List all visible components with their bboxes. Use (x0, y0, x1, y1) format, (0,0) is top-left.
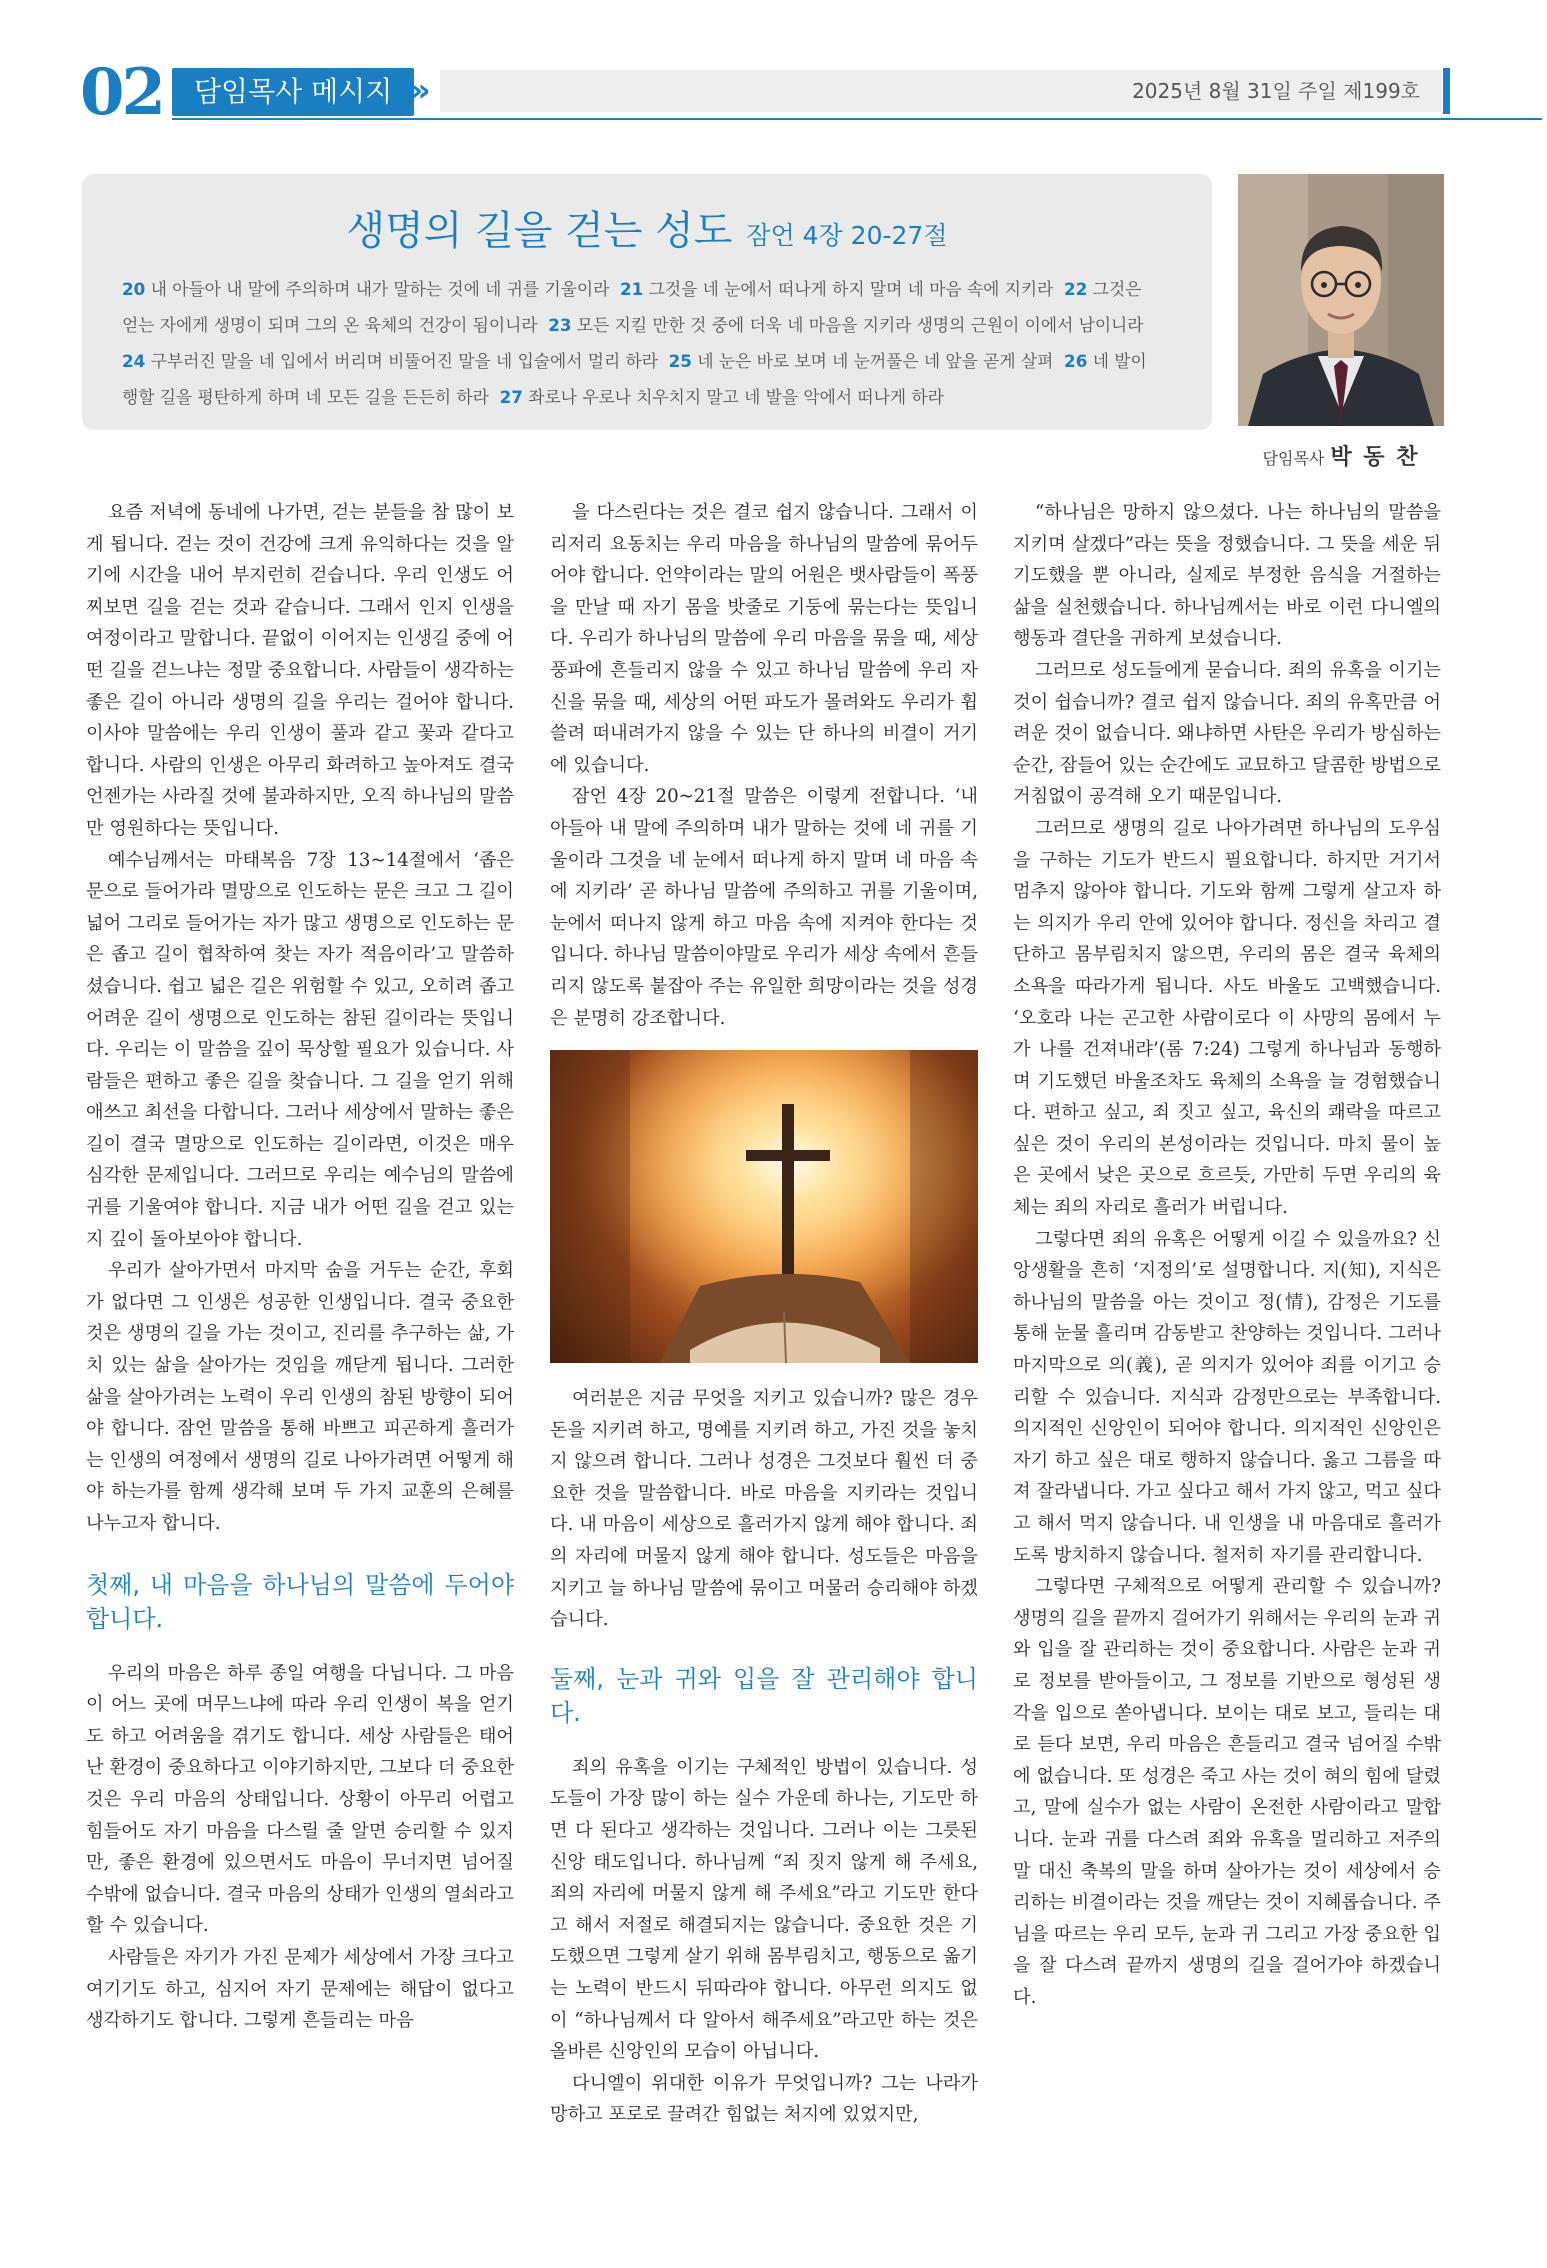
header-end-bar (1443, 68, 1450, 114)
verse-number: 21 (620, 279, 644, 299)
paragraph: 예수님께서는 마태복음 7장 13~14절에서 ‘좁은 문으로 들어가라 멸망으로 인도하는 문은 크고 그 길이 넓어 그리로 들어가는 자가 많고 생명으로 인도하는 문은 좁고 길이 협착하여 찾는 자가 적음이라’고 말씀하셨습니다. 쉽고 넓은 길은 위험할 수 있고, 오히려 좁고 어려운 길이 생명으로 인도하는 참된 길이라는 뜻입니다. 우리는 이 말씀을 깊이 묵상할 필요가 있습니다. 사람들은 편하고 좋은 길을 찾습니다. 그 길을 얻기 위해 애쓰고 최선을 다합니다. 그러나 세상에서 말하는 좋은 길이 결국 멸망으로 인도하는 길이라면, 이것은 매우 심각한 문제입니다. 그러므로 우리는 예수님의 말씀에 귀를 기울여야 합니다. 지금 내가 어떤 길을 걷고 있는지 깊이 돌아보아야 합니다. (86, 849, 514, 1250)
paragraph: 다니엘이 위대한 이유가 무엇입니까? 그는 나라가 망하고 포로로 끌려간 힘없는 처지에 있었지만, (550, 2072, 978, 2126)
paragraph: “하나님은 망하지 않으셨다. 나는 하나님의 말씀을 지키며 살겠다”라는 뜻을 정했습니다. 그 뜻을 세운 뒤 기도했을 뿐 아니라, 실제로 부정한 음식을 거절하는 삶을 실천했습니다. 하나님께서는 바로 이런 다니엘의 행동과 결단을 귀하게 보셨습니다. (1013, 502, 1441, 650)
verse-line (122, 307, 1182, 343)
article-column-2 (550, 497, 978, 2131)
paragraph: 을 다스린다는 것은 결코 쉽지 않습니다. 그래서 이리저리 요동치는 우리 마음을 하나님의 말씀에 묶어두어야 합니다. 언약이라는 말의 어원은 뱃사람들이 폭풍을 만날 때 자기 몸을 밧줄로 기둥에 묶는다는 뜻입니다. 우리가 하나님의 말씀에 우리 마음을 묶을 때, 세상 풍파에 흔들리지 않을 수 있고 하나님 말씀에 우리 자신을 묶을 때, 세상의 어떤 파도가 몰려와도 우리가 휩쓸려 떠내려가지 않을 수 있는 단 하나의 비결이 거기에 있습니다. (550, 502, 978, 776)
sermon-heading (82, 206, 1212, 264)
sermon-title: 생명의 길을 걷는 성도 (346, 208, 733, 254)
scripture-text (122, 271, 1182, 415)
pastor-portrait-illustration (1238, 174, 1444, 426)
article-column-1 (86, 497, 514, 2037)
verse-text: 모든 지킬 만한 것 중에 더욱 네 마음을 지키라 생명의 근원이 이에서 남이니라 (576, 315, 1144, 335)
paragraph: 우리가 살아가면서 마지막 숨을 거두는 순간, 후회가 없다면 그 인생은 성공한 인생입니다. 결국 중요한 것은 생명의 길을 가는 것이고, 진리를 추구하는 삶, 가치 있는 삶을 살아가는 것임을 깨닫게 됩니다. 그러한 삶을 살아가려는 노력이 우리 인생의 참된 방향이 되어야 합니다. 잠언 말씀을 통해 바쁘고 피곤하게 흘러가는 인생의 여정에서 생명의 길로 나아가려면 어떻게 해야 하는가를 함께 생각해 보며 두 가지 교훈의 은혜를 나누고자 합니다. (86, 1260, 514, 1534)
issue-date: 2025년 8월 31일 주일 제199호 (1132, 79, 1420, 103)
verse-number: 23 (548, 315, 572, 335)
paragraph: 사람들은 자기가 가진 문제가 세상에서 가장 크다고 여기기도 하고, 심지어 자기 문제에는 해답이 없다고 생각하기도 합니다. 그렇게 흔들리는 마음 (86, 1946, 514, 2032)
verse-text: 그것을 네 눈에서 떠나게 하지 말며 네 마음 속에 지키라 (648, 279, 1054, 299)
verse-number: 27 (499, 387, 523, 407)
paragraph: 그러므로 생명의 길로 나아가려면 하나님의 도우심을 구하는 기도가 반드시 필요합니다. 하지만 거기서 멈추지 않아야 합니다. 기도와 함께 그렇게 살고자 하는 의지가 우리 안에 있어야 합니다. 정신을 차리고 결단하고 몸부림치지 않으면, 우리의 몸은 결국 육체의 소욕을 따라가게 됩니다. 사도 바울도 고백했습니다. ‘오호라 나는 곤고한 사람이로다 이 사망의 몸에서 누가 나를 건져내랴’(롬 7:24) 그렇게 하나님과 동행하며 기도했던 바울조차도 육체의 소욕을 늘 경험했습니다. 편하고 싶고, 죄 짓고 싶고, 육신의 쾌락을 따르고 싶은 것이 우리의 본성이라는 것입니다. 마치 물이 높은 곳에서 낮은 곳으로 흐르듯, 가만히 두면 우리의 육체는 죄의 자리로 흘러가 버립니다. (1013, 817, 1441, 1219)
article-column-3 (1013, 497, 1441, 2014)
verse-text: 구부러진 말을 네 입에서 버리며 비뚤어진 말을 네 입술에서 멀리 하라 (150, 351, 658, 371)
paragraph: 죄의 유혹을 이기는 구체적인 방법이 있습니다. 성도들이 가장 많이 하는 실수 가운데 하나는, 기도만 하면 다 된다고 생각하는 것입니다. 그러나 이는 그릇된 신앙 태도입니다. 하나님께 “죄 짓지 않게 해 주세요, 죄의 자리에 머물지 않게 해 주세요”라고 기도만 한다고 해서 저절로 해결되지는 않습니다. 중요한 것은 기도했으면 그렇게 살기 위해 몸부림치고, 행동으로 옮기는 노력이 반드시 뒤따라야 합니다. 아무런 의지도 없이 “하나님께서 다 알아서 해주세요”라고만 하는 것은 올바른 신앙인의 모습이 아닙니다. (550, 1756, 978, 2063)
page-number: 02 (80, 55, 164, 130)
header-rule (172, 118, 1542, 120)
cross-sunset-image (550, 1050, 978, 1363)
paragraph: 요즘 저녁에 동네에 나가면, 걷는 분들을 참 많이 보게 됩니다. 걷는 것이 건강에 크게 유익하다는 것을 알기에 시간을 내어 부지런히 걷습니다. 우리 인생도 어찌보면 길을 걷는 것과 같습니다. 그래서 인지 인생을 여정이라고 말합니다. 끝없이 이어지는 인생길 중에 어떤 길을 걷느냐는 정말 중요합니다. 사람들이 생각하는 좋은 길이 아니라 생명의 길을 우리는 걸어야 합니다. 이사야 말씀에는 우리 인생이 풀과 같고 꽃과 같다고 합니다. 사람의 인생은 아무리 화려하고 높아져도 결국 언젠가는 사라질 것에 불과하지만, 오직 하나님의 말씀만 영원하다는 뜻입니다. (86, 502, 514, 839)
section-heading-1: 첫째, 내 마음을 하나님의 말씀에 두어야 합니다. (86, 1570, 514, 1633)
verse-text: 내 아들아 내 말에 주의하며 내가 말하는 것에 네 귀를 기울이라 (150, 279, 610, 299)
pastor-caption (1238, 440, 1444, 471)
pastor-name: 박 동 찬 (1330, 445, 1420, 470)
verse-number: 20 (122, 279, 146, 299)
scripture-reference: 잠언 4장 20-27절 (746, 221, 948, 250)
verse-line (122, 271, 1182, 307)
page-header (80, 55, 1450, 130)
verse-text: 행할 길을 평탄하게 하며 네 모든 길을 든든히 하라 (122, 387, 489, 407)
verse-text: 네 발이 (1092, 351, 1147, 371)
verse-number: 22 (1064, 279, 1088, 299)
verse-number: 24 (122, 351, 146, 371)
verse-number: 25 (668, 351, 692, 371)
paragraph: 그렇다면 구체적으로 어떻게 관리할 수 있습니까? 생명의 길을 끝까지 걸어가기 위해서는 우리의 눈과 귀와 입을 잘 관리하는 것이 중요합니다. 사람은 눈과 귀로 정보를 받아들이고, 그 정보를 기반으로 형성된 생각을 입으로 쏟아냅니다. 보이는 대로 보고, 들리는 대로 듣다 보면, 우리 마음은 흔들리고 결국 넘어질 수밖에 없습니다. 또 성경은 죽고 사는 것이 혀의 힘에 달렸고, 말에 실수가 없는 사람이 온전한 사람이라고 말합니다. 눈과 귀를 다스려 죄와 유혹을 멀리하고 저주의 말 대신 축복의 말을 하며 살아가는 것이 세상에서 승리하는 비결이라는 것을 깨닫는 것이 지혜롭습니다. 주님을 따르는 우리 모두, 눈과 귀 그리고 가장 중요한 입을 잘 다스려 끝까지 생명의 길을 걸어가야 하겠습니다. (1013, 1576, 1441, 2008)
verse-text: 얻는 자에게 생명이 되며 그의 온 육체의 건강이 됨이니라 (122, 315, 538, 335)
verse-line (122, 343, 1182, 379)
paragraph: 그러므로 성도들에게 묻습니다. 죄의 유혹을 이기는 것이 쉽습니까? 결코 쉽지 않습니다. 죄의 유혹만큼 어려운 것이 없습니다. 왜냐하면 사탄은 우리가 방심하는 순간, 잠들어 있는 순간에도 교묘하고 달콤한 방법으로 거침없이 공격해 오기 때문입니다. (1013, 659, 1441, 808)
verse-text: 네 눈은 바로 보며 네 눈꺼풀은 네 앞을 곧게 살펴 (697, 351, 1054, 371)
paragraph: 그렇다면 죄의 유혹은 어떻게 이길 수 있을까요? 신앙생활을 흔히 ‘지정의’로 설명합니다. 지(知), 지식은 하나님의 말씀을 아는 것이고 정(情), 감정은 기도를 통해 눈물 흘리며 감동받고 찬양하는 것입니다. 그러나 마지막으로 의(義), 곧 의지가 있어야 죄를 이기고 승리할 수 있습니다. 지식과 감정만으로는 부족합니다. 의지적인 신앙인이 되어야 합니다. 의지적인 신앙인은 자기 하고 싶은 대로 행하지 않습니다. 옳고 그름을 따져 잘라냅니다. 가고 싶다고 해서 가지 않고, 먹고 싶다고 해서 먹지 않습니다. 내 인생을 내 마음대로 흘러가도록 방치하지 않습니다. 철저히 자기를 관리합니다. (1013, 1228, 1441, 1566)
paragraph: 잠언 4장 20~21절 말씀은 이렇게 전합니다. ‘내 아들아 내 말에 주의하며 내가 말하는 것에 네 귀를 기울이라 그것을 네 눈에서 떠나게 하지 말며 네 마음 속에 지키라’ 곧 하나님 말씀에 주의하고 귀를 기울이며, 눈에서 떠나지 않게 하고 마음 속에 지켜야 한다는 것입니다. 하나님 말씀이야말로 우리가 세상 속에서 흔들리지 않도록 붙잡아 주는 유일한 희망이라는 것을 성경은 분명히 강조합니다. (550, 786, 978, 1029)
paragraph: 우리의 마음은 하루 종일 여행을 다닙니다. 그 마음이 어느 곳에 머무느냐에 따라 우리 인생이 복을 얻기도 하고 어려움을 겪기도 합니다. 세상 사람들은 태어난 환경이 중요하다고 이야기하지만, 그보다 더 중요한 것은 우리 마음의 상태입니다. 상황이 아무리 어렵고 힘들어도 자기 마음을 다스릴 줄 알면 승리할 수 있지만, 좋은 환경에 있으면서도 마음이 무너지면 넘어질 수밖에 없습니다. 결국 마음의 상태가 인생의 열쇠라고 할 수 있습니다. (86, 1662, 514, 1937)
section-heading-2: 둘째, 눈과 귀와 입을 잘 관리해야 합니다. (550, 1664, 978, 1727)
verse-number: 26 (1064, 351, 1088, 371)
section-label: 담임목사 메시지 (172, 68, 414, 116)
double-chevron-right-icon: » (410, 71, 431, 109)
verse-line (122, 379, 1182, 415)
pastor-role: 담임목사 (1262, 449, 1325, 468)
verse-text: 좌로나 우로나 치우치지 말고 네 발을 악에서 떠나게 하라 (528, 387, 944, 407)
pastor-photo (1238, 174, 1444, 426)
verse-text: 그것은 (1092, 279, 1142, 299)
paragraph: 여러분은 지금 무엇을 지키고 있습니까? 많은 경우 돈을 지키려 하고, 명예를 지키려 하고, 가진 것을 놓치지 않으려 합니다. 그러나 성경은 그것보다 훨씬 더 중요한 것을 말씀합니다. 바로 마음을 지키라는 것입니다. 내 마음이 세상으로 흘러가지 않게 해야 합니다. 죄의 자리에 머물지 않게 해야 합니다. 성도들은 마음을 지키고 늘 하나님 말씀에 묶이고 머물러 승리해야 하겠습니다. (550, 1388, 978, 1631)
cross-icon (550, 1050, 978, 1363)
scripture-box (82, 174, 1212, 430)
